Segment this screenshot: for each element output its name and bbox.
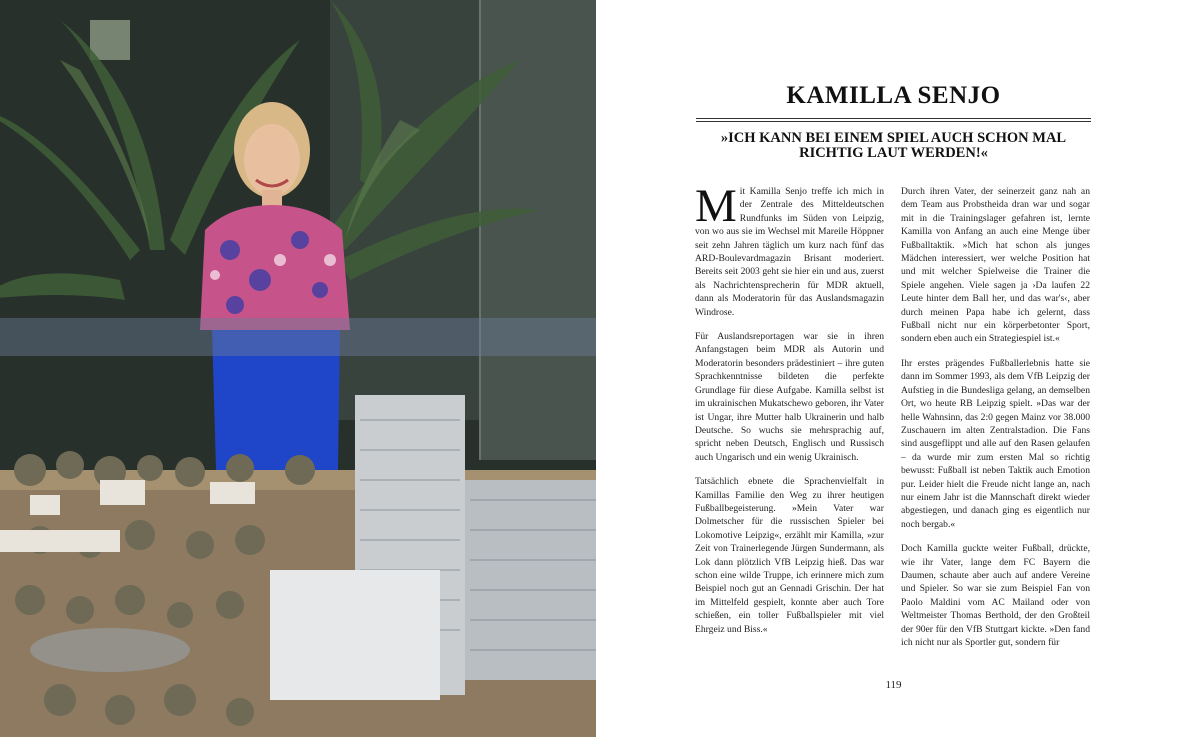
article-subtitle: »ICH KANN BEI EINEM SPIEL AUCH SCHON MAL RICHTIG LAUT WERDEN!« bbox=[720, 130, 1067, 161]
paragraph bbox=[695, 180, 884, 319]
article-title: KAMILLA SENJO bbox=[786, 82, 1001, 109]
paragraph: Ihr erstes prägendes Fußballerlebnis hatte sie dann im Sommer 1993, als dem VfB Leipzig der Aufstieg in die Bundesliga gelang, an demselben Ort, wo heute RB Leipzig spielt. »Das war der helle Wahnsinn, das 2:0 gegen Mainz vor 38.000 Zuschauern im alten Zentralstadion. Die Fans sind ausgeflippt und alle auf den Rasen gelaufen – da wurde mir zum ersten Mal so richtig bewusst: Fußball ist neben Taktik auch Emotion pur. Leider hielt die Freude nicht lange an, nach nur einem Jahr ist die Mannschaft direkt wieder abgestiegen, und danach ging es eigentlich nur noch bergab.« bbox=[901, 357, 1090, 530]
paragraph: Tatsächlich ebnete die Sprachenvielfalt in Kamillas Familie den Weg zu ihrer heutigen Fußballbegeisterung. »Mein Vater war Dolmetscher für die russischen Spieler bei Lokomotive Leipzig«, erzählt mir Kamilla, »zur Zeit von Trainerlegende Jürgen Sundermann, als Lok dann plötzlich VfB Leipzig hieß. Das war schon eine wilde Truppe, ich erinnere mich zum Beispiel noch gut an Gennadi Grischin. Der hat im Mittelfeld gespielt, konnte aber auch Tore schießen, ein toller Fußballspieler mit viel Ehrgeiz und Biss.« bbox=[695, 476, 884, 635]
paragraph: Für Auslandsreportagen war sie in ihren Anfangstagen beim MDR als Autorin und Moderatorin besonders prädestiniert – ihre guten Sprachkenntnisse bildeten die perfekte Grundlage für diese Aufgabe. Kamilla selbst ist im ukrainischen Mukatschewo geboren, ihr Vater ist Ungar, ihre Mutter halb Ukrainerin und halb Deutsche. So wuchs sie mehrsprachig auf, spricht neben Deutsch, Englisch und Russisch auch Ungarisch und ein wenig Ukrainisch. bbox=[695, 331, 884, 463]
title-rule-top bbox=[696, 118, 1091, 119]
model-plaza bbox=[30, 628, 190, 672]
patterned-blouse bbox=[200, 205, 350, 330]
glass-reflection bbox=[0, 318, 596, 356]
drop-cap: M bbox=[695, 180, 737, 232]
page-number: 119 bbox=[885, 679, 902, 691]
window-panel bbox=[480, 0, 596, 460]
text-column-left bbox=[695, 180, 884, 647]
ceiling-light bbox=[90, 20, 130, 60]
text-column-right bbox=[901, 185, 1090, 660]
paragraph: Durch ihren Vater, der seinerzeit ganz nah an dem Team aus Probstheida dran war und sogar mit in die Trainingslager gefahren ist, lernte Kamilla von Anfang an auch eine Menge über Fußballtaktik. »Mich hat schon als junges Mädchen interessiert, wer welche Position hat und mit welcher Spielweise die Trainer die Spiele angehen. Viele sagen ja ›Da laufen 22 Leute hinter dem Ball her, und das war's‹, aber durch meinen Papa habe ich gelernt, dass Fußball nicht nur ein körperbetonter Sport, sondern eben auch ein Strategiespiel ist.« bbox=[901, 186, 1090, 345]
article-page bbox=[596, 0, 1191, 737]
title-rule-bottom bbox=[696, 121, 1091, 122]
model-podium bbox=[270, 570, 440, 700]
paragraph-text: it Kamilla Senjo treffe ich mich in der Zentrale des Mitteldeutschen Rundfunks im Süden von Leipzig, von wo aus sie im Wechsel mit Mareile Höppner seit zehn Jahren täglich um kurz nach fünf das ARD-Boulevardmagazin Brisant moderiert. Bereits seit 2003 geht sie hier ein und aus, zuerst als Nachrichtensprecherin für MDR aktuell, dann als Moderatorin für das Auslandsmagazin Windrose. bbox=[695, 186, 884, 318]
paragraph: Doch Kamilla guckte weiter Fußball, drückte, wie ihr Vater, lange dem FC Bayern die Daumen, schaute aber auch auf andere Vereine und Spieler. So war sie zum Beispiel Fan von Paolo Maldini vom AC Mailand oder von Weltmeister Thomas Berthold, der den Großteil der 90er für den VfB Stuttgart kickte. »Den fand ich nicht nur als Sportler gut, sondern für bbox=[901, 543, 1090, 648]
